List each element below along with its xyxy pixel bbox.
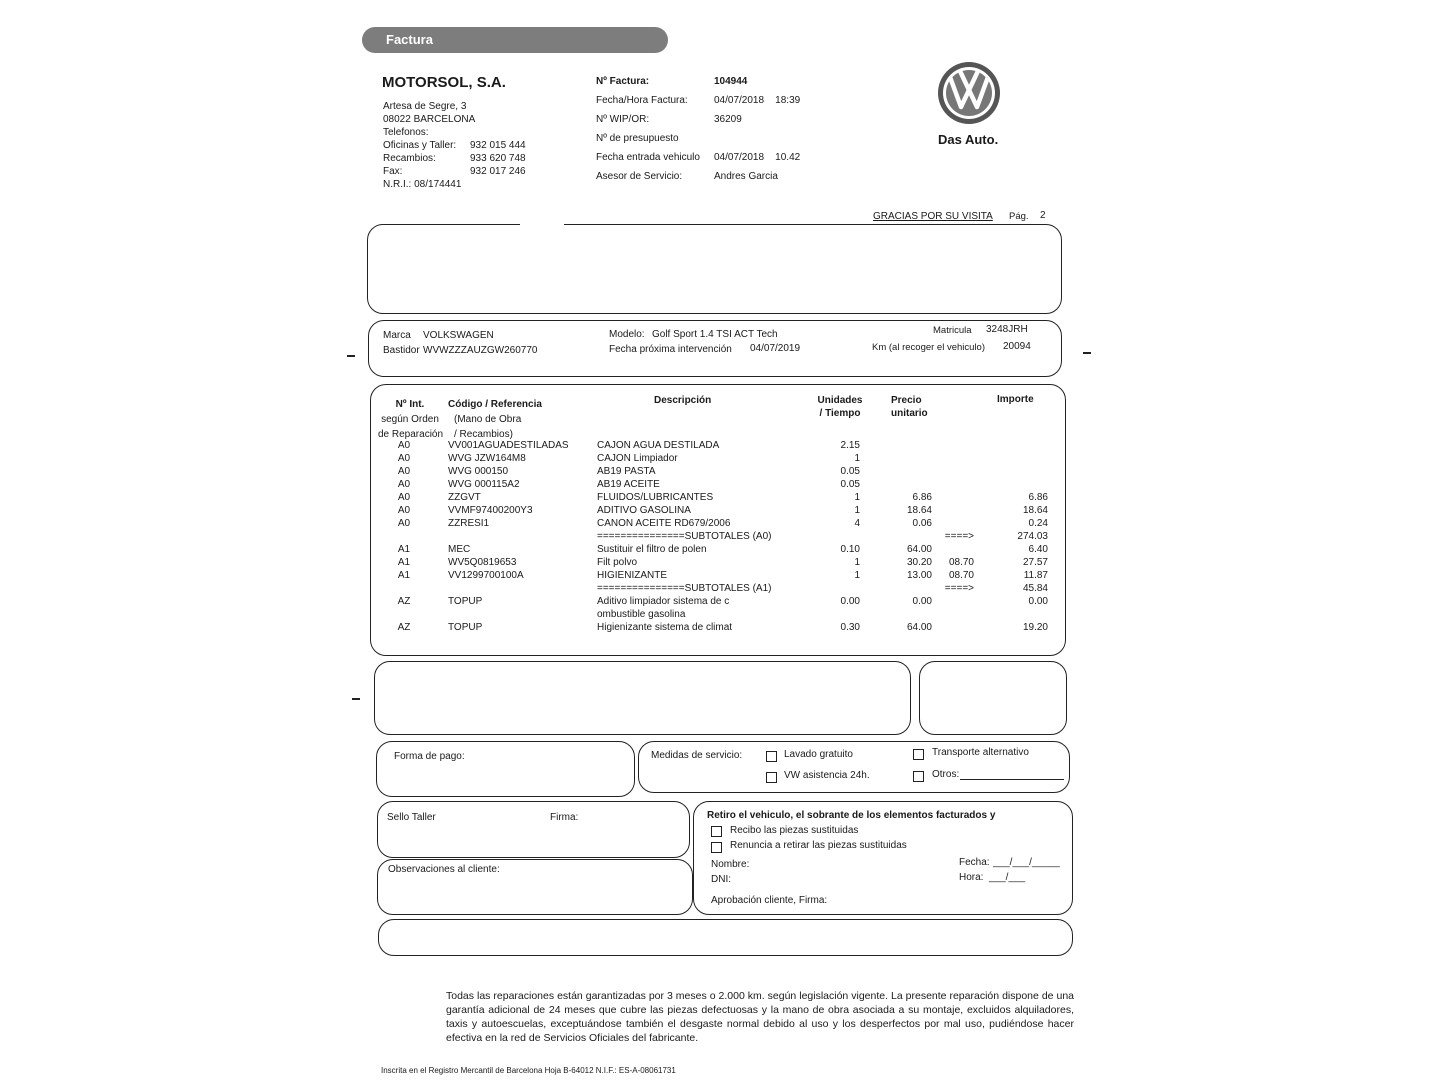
table-row <box>370 543 1066 556</box>
cell-unid: 1 <box>854 557 860 568</box>
cell-nint <box>382 530 426 543</box>
cell-codigo: ZZGVT <box>448 492 481 503</box>
transporte-label: Transporte alternativo <box>932 747 1029 758</box>
cell-dto <box>936 517 974 530</box>
asistencia-checkbox[interactable] <box>766 772 777 783</box>
codigo-header: Código / Referencia (Mano de Obra / Recambios) <box>448 399 542 440</box>
totals-box <box>919 661 1067 735</box>
proxima-value: 04/07/2019 <box>750 343 801 354</box>
unidades-header: Unidades / Tiempo <box>817 395 863 419</box>
address-line: Telefonos: <box>383 127 429 138</box>
cell-desc: ombustible gasolina <box>597 609 686 620</box>
budget-label: Nº de presupuesto <box>596 133 679 144</box>
retiro-title: Retiro el vehiculo, el sobrante de los elementos facturados y <box>707 810 996 821</box>
cell-unid: 4 <box>854 518 860 529</box>
cell-desc: HIGIENIZANTE <box>597 570 668 581</box>
cell-codigo: MEC <box>448 544 471 555</box>
cell-importe: 274.03 <box>1017 531 1048 542</box>
cell-codigo <box>448 608 588 621</box>
cell-codigo: WVG 000150 <box>448 466 509 477</box>
page-number: 2 <box>1040 210 1046 221</box>
sello-box <box>377 801 690 858</box>
wip-label: Nº WIP/OR: <box>596 114 650 125</box>
hora-label: Hora: <box>959 872 984 883</box>
cell-precio: 13.00 <box>906 570 932 581</box>
items-table <box>370 439 1066 649</box>
table-row <box>370 556 1066 569</box>
cell-dto <box>936 491 974 504</box>
fecha-label: Fecha: <box>959 857 990 868</box>
recibo-checkbox[interactable] <box>711 826 722 837</box>
cell-desc: FLUIDOS/LUBRICANTES <box>597 492 714 503</box>
cell-nint: A0 <box>397 479 411 490</box>
cell-nint <box>382 608 426 621</box>
cell-importe <box>982 465 1048 478</box>
table-row <box>370 517 1066 530</box>
cell-importe: 19.20 <box>1022 622 1048 633</box>
renuncia-label: Renuncia a retirar las piezas sustituidas <box>730 840 907 851</box>
table-row <box>370 608 1066 621</box>
invoice-date-label: Fecha/Hora Factura: <box>596 95 688 106</box>
cell-dto: ====> <box>944 583 974 594</box>
cell-nint: A0 <box>397 518 411 529</box>
matricula-value: 3248JRH <box>986 324 1028 335</box>
otros-checkbox[interactable] <box>913 771 924 782</box>
lavado-checkbox[interactable] <box>766 751 777 762</box>
cell-importe: 45.84 <box>1022 583 1048 594</box>
observaciones-label: Observaciones al cliente: <box>388 864 500 875</box>
table-row <box>370 530 1066 543</box>
table-row <box>370 439 1066 452</box>
cell-dto <box>936 478 974 491</box>
cell-nint: AZ <box>397 596 411 607</box>
invoice-date: 04/07/2018 18:39 <box>714 95 801 106</box>
cell-desc: ===============SUBTOTALES (A1) <box>597 583 772 594</box>
cell-unid <box>810 608 860 621</box>
matricula-label: Matricula <box>933 325 972 336</box>
vw-logo-icon <box>936 60 1002 126</box>
customer-box <box>367 224 1062 314</box>
cell-unid <box>810 582 860 595</box>
cell-nint: A1 <box>397 557 411 568</box>
cell-dto <box>936 595 974 608</box>
cell-dto <box>936 465 974 478</box>
cell-nint: A0 <box>397 466 411 477</box>
cell-codigo: WV5Q0819653 <box>448 557 517 568</box>
advisor-label: Asesor de Servicio: <box>596 171 683 182</box>
cell-nint: A0 <box>397 453 411 464</box>
cell-nint: A0 <box>397 505 411 516</box>
phone-value: 932 017 246 <box>470 166 526 177</box>
cell-dto <box>936 621 974 634</box>
legal-text: Todas las reparaciones están garantizadas por 3 meses o 2.000 km. según legislación vigente. La presente reparación dispone de una garantía adicional de 24 meses que cubre las piezas defectuosas y la mano de obra asociada a su montaje, excluidos alquiladores, taxis y autoescuelas, exceptuándose también el desgaste normal debido al uso y los desperfectos por mal uso, pudiéndose hacer efectiva en la red de Servicios Oficiales del fabricante. <box>446 990 1074 1044</box>
phone-label: Recambios: <box>383 153 436 164</box>
table-row <box>370 452 1066 465</box>
table-row <box>370 465 1066 478</box>
thanks-text: GRACIAS POR SU VISITA <box>873 211 993 222</box>
phone-label: Oficinas y Taller: <box>383 140 457 151</box>
address-line: 08022 BARCELONA <box>383 114 476 125</box>
modelo-label: Modelo: <box>609 329 645 340</box>
cell-dto <box>936 452 974 465</box>
cell-importe <box>982 608 1048 621</box>
brand-slogan: Das Auto. <box>938 132 999 147</box>
registry-text: Inscrita en el Registro Mercantil de Barcelona Hoja B-64012 N.I.F.: ES-A-08061731 <box>381 1066 676 1075</box>
table-row <box>370 478 1066 491</box>
cell-desc: ===============SUBTOTALES (A0) <box>597 531 772 542</box>
cell-precio <box>870 439 932 452</box>
cell-precio <box>870 452 932 465</box>
box-gap <box>520 221 564 227</box>
nri: N.R.I.: 08/174441 <box>383 179 462 190</box>
cell-importe: 6.40 <box>1028 544 1048 555</box>
cell-dto: 08.70 <box>948 570 974 581</box>
cell-dto: ====> <box>944 531 974 542</box>
cell-dto <box>936 504 974 517</box>
cell-codigo: WVG JZW164M8 <box>448 453 526 464</box>
cell-desc: AB19 ACEITE <box>597 479 660 490</box>
aprobacion-label: Aprobación cliente, Firma: <box>711 895 828 906</box>
cell-precio <box>870 530 932 543</box>
cell-nint <box>382 582 426 595</box>
descripcion-header: Descripción <box>654 395 712 406</box>
table-row <box>370 621 1066 634</box>
cell-dto <box>936 608 974 621</box>
cell-codigo: ZZRESI1 <box>448 518 490 529</box>
lavado-label: Lavado gratuito <box>784 749 853 760</box>
cell-importe: 6.86 <box>1028 492 1048 503</box>
importe-header: Importe <box>997 394 1034 405</box>
cell-importe <box>982 452 1048 465</box>
cell-unid: 1 <box>854 505 860 516</box>
phone-label: Fax: <box>383 166 403 177</box>
otros-line <box>960 779 1064 780</box>
transporte-checkbox[interactable] <box>913 749 924 760</box>
cell-precio: 64.00 <box>906 544 932 555</box>
cell-precio: 18.64 <box>906 505 932 516</box>
cell-unid: 1 <box>854 570 860 581</box>
cell-unid: 1 <box>854 492 860 503</box>
marca-value: VOLKSWAGEN <box>423 330 494 341</box>
proxima-label: Fecha próxima intervención <box>609 344 732 355</box>
cell-unid: 0.00 <box>840 596 860 607</box>
cell-dto: 08.70 <box>948 557 974 568</box>
cell-codigo: VV001AGUADESTILADAS <box>448 440 569 451</box>
cell-precio: 30.20 <box>906 557 932 568</box>
cell-desc: Aditivo limpiador sistema de c <box>597 596 730 607</box>
cell-desc: CANON ACEITE RD679/2006 <box>597 518 731 529</box>
cell-importe: 0.24 <box>1028 518 1048 529</box>
entry-date-label: Fecha entrada vehiculo <box>596 152 700 163</box>
cell-importe: 27.57 <box>1022 557 1048 568</box>
table-row <box>370 582 1066 595</box>
cell-desc: Higienizante sistema de climat <box>597 622 733 633</box>
precio-header: Precio unitario <box>891 395 928 419</box>
cell-precio <box>870 608 932 621</box>
medidas-label: Medidas de servicio: <box>651 750 743 761</box>
page-label: Pág. <box>1009 211 1029 222</box>
cell-unid: 1 <box>854 453 860 464</box>
cell-dto <box>936 543 974 556</box>
fecha-field[interactable]: ___/___/_____ <box>993 857 1060 868</box>
cell-importe: 18.64 <box>1022 505 1048 516</box>
bastidor-value: WVWZZZAUZGW260770 <box>423 345 538 356</box>
cell-nint: AZ <box>397 622 411 633</box>
cell-unid: 0.30 <box>840 622 860 633</box>
cell-precio: 64.00 <box>906 622 932 633</box>
cell-importe <box>982 439 1048 452</box>
fold-mark <box>352 698 360 700</box>
table-row <box>370 491 1066 504</box>
cell-nint: A0 <box>397 492 411 503</box>
sello-label: Sello Taller <box>387 812 436 823</box>
entry-date: 04/07/2018 10.42 <box>714 152 801 163</box>
cell-precio: 6.86 <box>912 492 932 503</box>
cell-unid: 0.05 <box>840 466 860 477</box>
modelo-value: Golf Sport 1.4 TSI ACT Tech <box>652 329 778 340</box>
cell-codigo: VVMF97400200Y3 <box>448 505 533 516</box>
hora-field[interactable]: ___/___ <box>989 872 1026 883</box>
recibo-label: Recibo las piezas sustituidas <box>730 825 859 836</box>
table-row <box>370 504 1066 517</box>
phone-value: 932 015 444 <box>470 140 526 151</box>
cell-codigo <box>448 530 588 543</box>
payment-label: Forma de pago: <box>394 751 465 762</box>
cell-precio: 0.00 <box>912 596 932 607</box>
cell-codigo: VV1299700100A <box>448 570 524 581</box>
cell-dto <box>936 439 974 452</box>
cell-nint: A0 <box>397 440 411 451</box>
nint-header: Nº Int. según Orden de Reparación <box>378 399 444 440</box>
fold-mark <box>347 355 355 357</box>
document-tab: Factura <box>362 27 668 53</box>
cell-unid: 0.10 <box>840 544 860 555</box>
table-row <box>370 595 1066 608</box>
wip-number: 36209 <box>714 114 742 125</box>
cell-desc: CAJON AGUA DESTILADA <box>597 440 720 451</box>
km-value: 20094 <box>1003 341 1031 352</box>
cell-codigo <box>448 582 588 595</box>
km-label: Km (al recoger el vehiculo) <box>872 342 985 353</box>
cell-precio <box>870 465 932 478</box>
bastidor-label: Bastidor <box>383 345 420 356</box>
cell-nint: A1 <box>397 570 411 581</box>
cell-desc: ADITIVO GASOLINA <box>597 505 691 516</box>
payment-box <box>376 741 635 797</box>
cell-nint: A1 <box>397 544 411 555</box>
otros-label: Otros: <box>932 769 960 780</box>
cell-unid: 0.05 <box>840 479 860 490</box>
blank-bottom-box <box>378 919 1073 956</box>
marca-label: Marca <box>383 330 411 341</box>
cell-codigo: TOPUP <box>448 596 483 607</box>
cell-codigo: TOPUP <box>448 622 483 633</box>
nombre-label: Nombre: <box>711 859 750 870</box>
cell-precio <box>870 582 932 595</box>
renuncia-checkbox[interactable] <box>711 842 722 853</box>
cell-importe <box>982 478 1048 491</box>
invoice-number-label: Nº Factura: <box>596 76 650 87</box>
firma-label: Firma: <box>550 812 579 823</box>
address-line: Artesa de Segre, 3 <box>383 101 467 112</box>
cell-unid: 2.15 <box>840 440 860 451</box>
dni-label: DNI: <box>711 874 731 885</box>
advisor-name: Andres Garcia <box>714 171 778 182</box>
cell-desc: CAJON Limpiador <box>597 453 678 464</box>
asistencia-label: VW asistencia 24h. <box>784 770 870 781</box>
cell-precio: 0.06 <box>912 518 932 529</box>
invoice-number: 104944 <box>714 76 748 87</box>
company-name: MOTORSOL, S.A. <box>382 74 506 91</box>
cell-unid <box>810 530 860 543</box>
table-row <box>370 569 1066 582</box>
fold-mark <box>1083 352 1091 354</box>
notes-box <box>374 661 911 735</box>
cell-desc: AB19 PASTA <box>597 466 656 477</box>
cell-desc: Filt polvo <box>597 557 638 568</box>
cell-codigo: WVG 000115A2 <box>448 479 520 490</box>
cell-precio <box>870 478 932 491</box>
cell-importe: 0.00 <box>1028 596 1048 607</box>
cell-importe: 11.87 <box>1023 570 1048 581</box>
cell-desc: Sustituir el filtro de polen <box>597 544 707 555</box>
phone-value: 933 620 748 <box>470 153 526 164</box>
